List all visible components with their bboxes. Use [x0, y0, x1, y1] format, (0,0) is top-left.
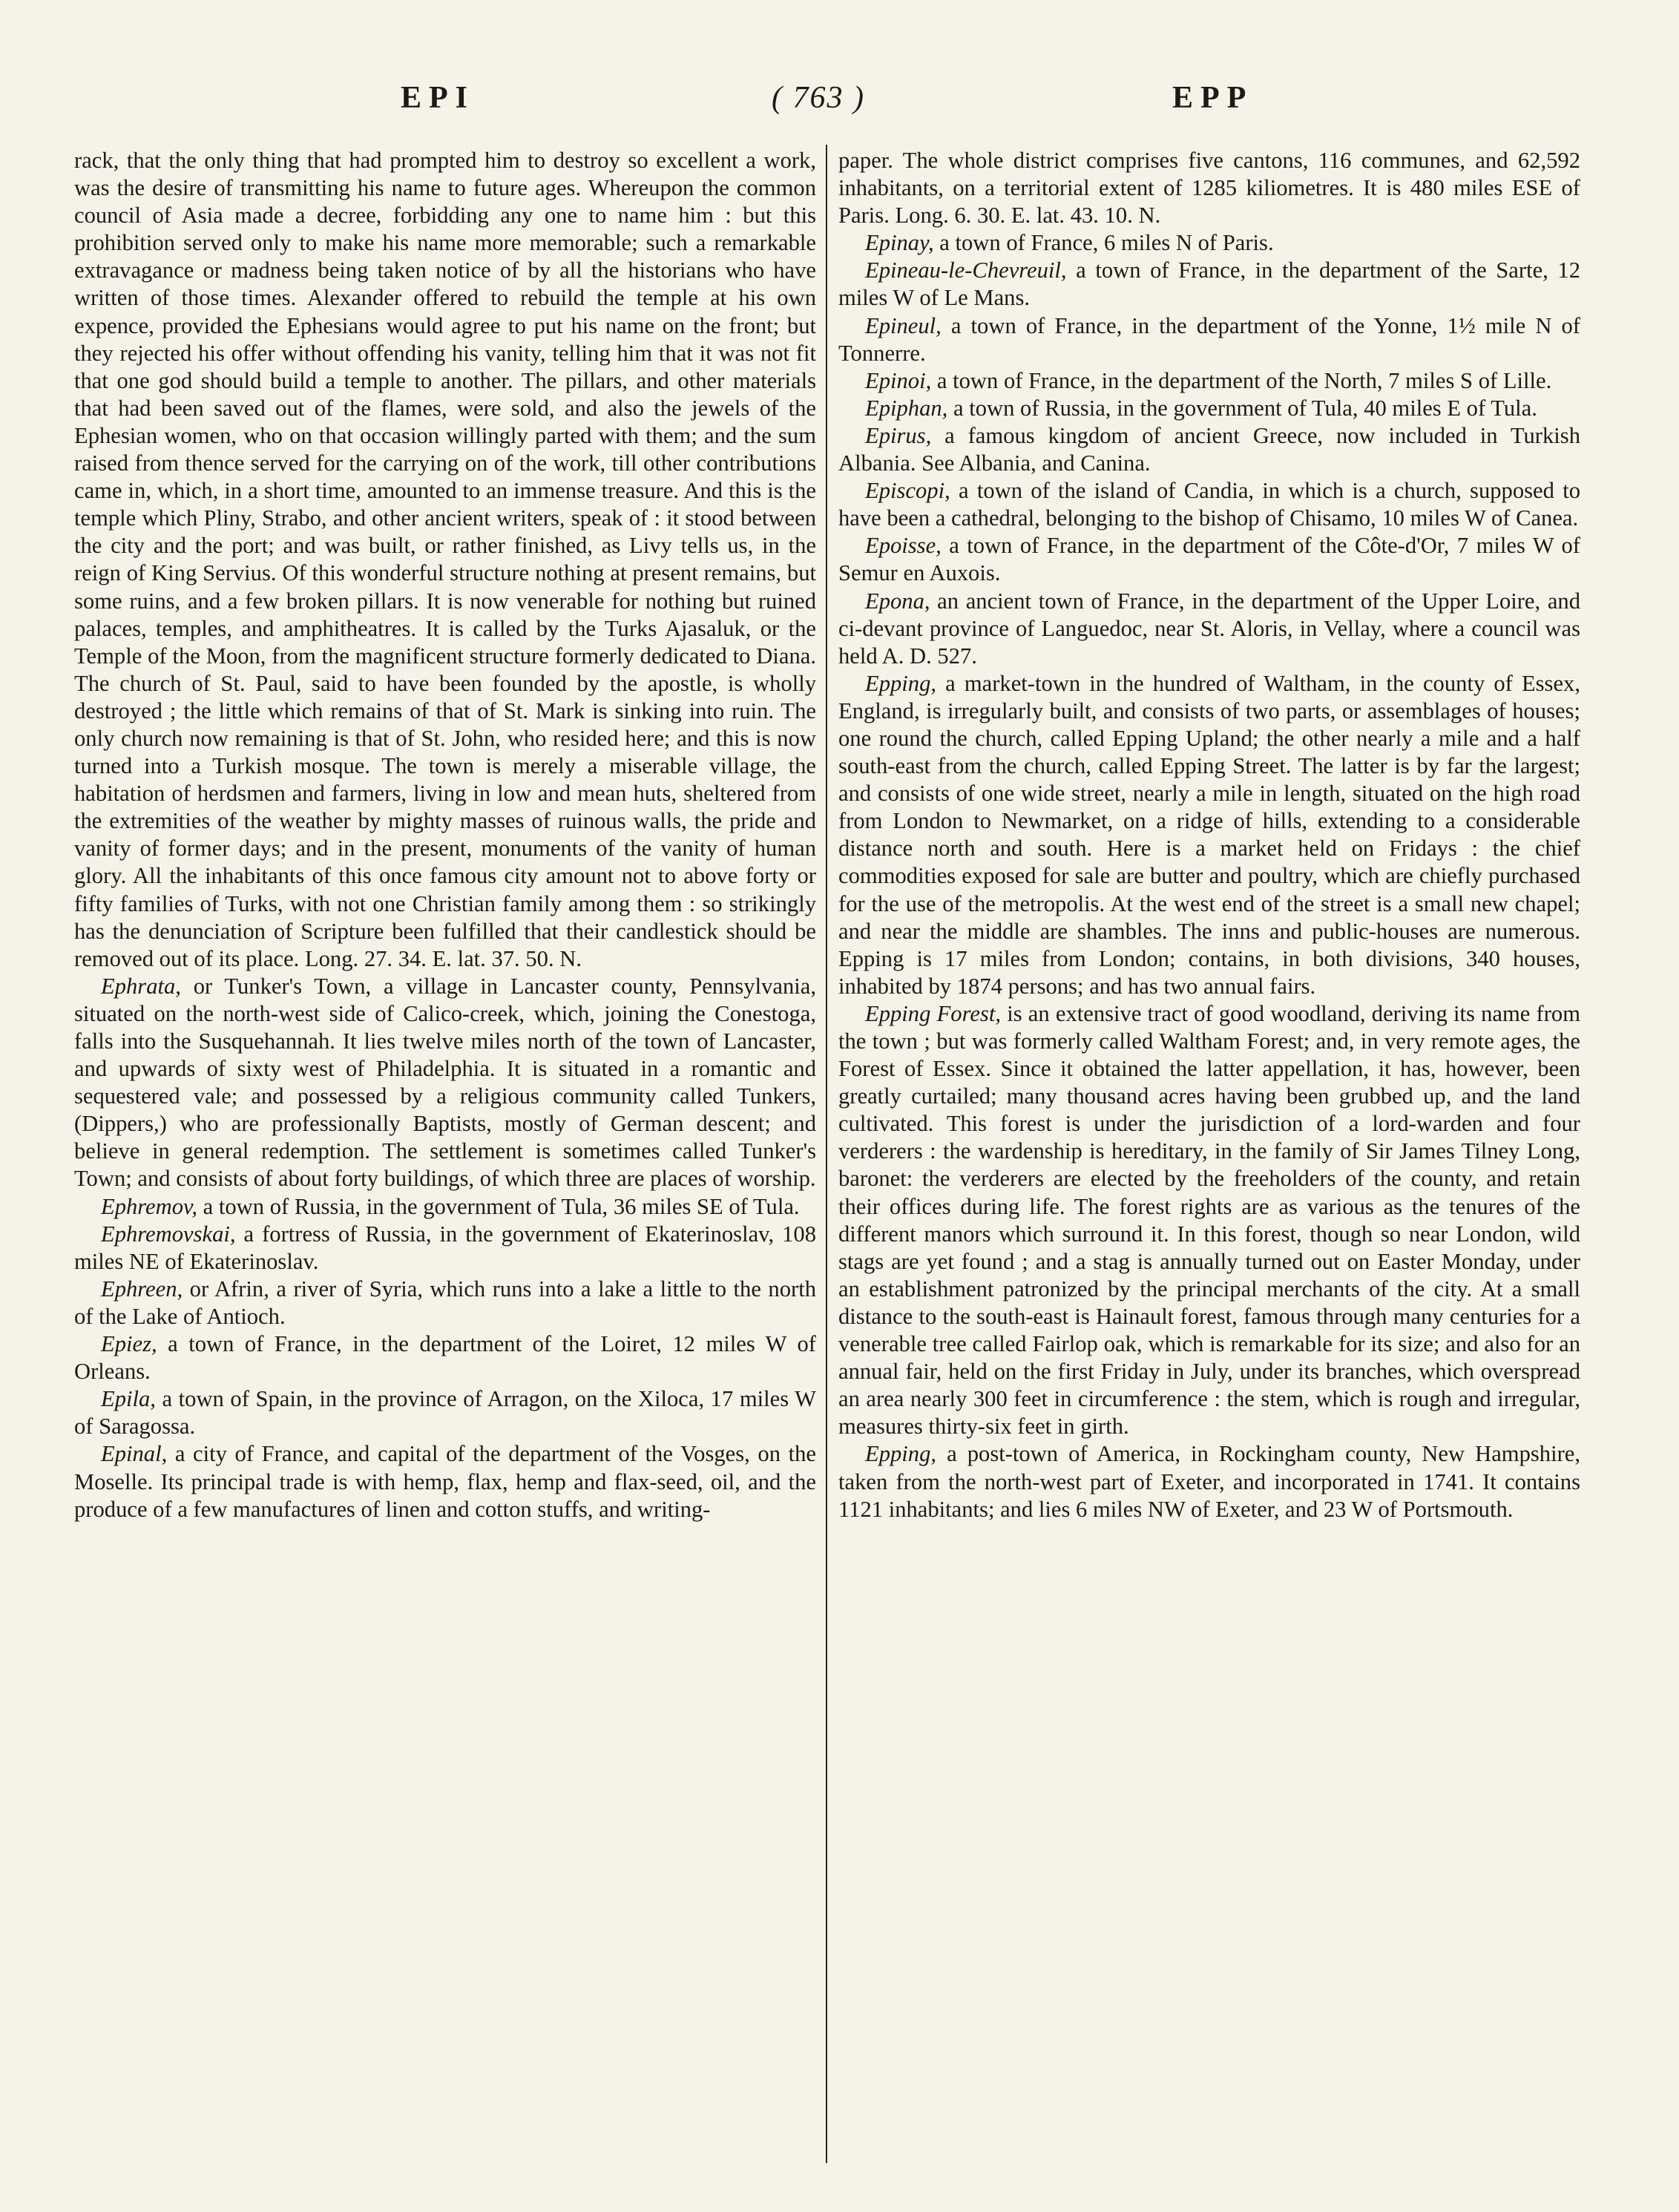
entry-headword: Epineau-le-Chevreuil,: [865, 257, 1067, 283]
right-column: [838, 147, 1580, 1523]
entry: [74, 1440, 816, 1523]
entry-text: a town of France, in the department of the Yonne, 1½ mile N of Tonnerre.: [838, 312, 1580, 366]
entry: [74, 973, 816, 1193]
entry: [74, 147, 816, 973]
entry-headword: Epila,: [101, 1386, 156, 1412]
column-divider: [826, 145, 827, 2163]
entry-headword: Epiphan,: [865, 395, 948, 421]
entry-text: or Afrin, a river of Syria, which runs into a lake a little to the north of the Lake of Antioch.: [74, 1276, 816, 1329]
entry: [838, 422, 1580, 477]
entry-headword: Epona,: [865, 588, 930, 614]
entry-text: a town of Russia, in the government of Tula, 36 miles SE of Tula.: [197, 1193, 800, 1219]
entry-text: a town of Russia, in the government of Tula, 40 miles E of Tula.: [947, 395, 1537, 421]
entry: [74, 1330, 816, 1385]
entry: [838, 395, 1580, 422]
entry-text: a town of France, in the department of the Côte-d'Or, 7 miles W of Semur en Auxois.: [838, 533, 1580, 586]
page-number: ( 763 ): [772, 81, 865, 115]
entry: [74, 1276, 816, 1330]
entry-headword: Epineul,: [865, 312, 942, 338]
entry-text: a market-town in the hundred of Waltham, in the county of Essex, England, is irregularly built, and consists of two parts, or assemblages of houses; one round the church, called Epping Upland; the other nearly a mile and a half south-east from the church, called Epping Street. The latter is by far the largest; and consists of one wide street, nearly a mile in length, situated on the high road from London to Newmarket, on a ridge of hills, extending to a considerable distance north and south. Here is a market held on Fridays : the chief commodities exposed for sale are butter and poultry, which are chiefly purchased for the use of the metropolis. At the west end of the street is a small new chapel; and near the middle are shambles. The inns and public-houses are numerous. Epping is 17 miles from London; contains, in both divisions, 340 houses, inhabited by 1874 persons; and has two annual fairs.: [838, 670, 1580, 999]
entry-headword: Ephremovskai,: [101, 1221, 236, 1247]
entry-headword: Ephremov,: [101, 1193, 197, 1219]
entry-text: a town of France, in the department of the Sarte, 12 miles W of Le Mans.: [838, 257, 1580, 311]
entry: [838, 367, 1580, 395]
entry-text: a city of France, and capital of the department of the Vosges, on the Moselle. Its principal trade is with hemp, flax, hemp and flax-seed, oil, and the produce of a few manufactures of linen and cotton stuffs, and writing-: [74, 1441, 816, 1522]
entry: [74, 1221, 816, 1276]
entry-text: a town of Spain, in the province of Arragon, on the Xiloca, 17 miles W of Saragossa.: [74, 1386, 816, 1440]
entry-text: a post-town of America, in Rockingham county, New Hampshire, taken from the north-west part of Exeter, and incorporated in 1741. It contains 1121 inhabitants; and lies 6 miles NW of Exeter, and 23 W of Portsmouth.: [838, 1441, 1580, 1522]
entry-text: a town of France, in the department of the Loiret, 12 miles W of Orleans.: [74, 1331, 816, 1385]
entry-text: a town of France, 6 miles N of Paris.: [933, 230, 1274, 256]
entry-headword: Epiez,: [101, 1331, 157, 1357]
entry: [838, 257, 1580, 312]
running-head-right: EPP: [1172, 81, 1254, 115]
entry-text: a fortress of Russia, in the government of Ekaterinoslav, 108 miles NE of Ekaterinoslav.: [74, 1221, 816, 1274]
entry-headword: Epirus,: [865, 422, 932, 448]
entry-text: or Tunker's Town, a village in Lancaster county, Pennsylvania, situated on the north-west side of Calico-creek, which, joining the Conestoga, falls into the Susquehannah. It lies twelve miles north of the town of Lancaster, and upwards of sixty west of Philadelphia. It is situated in a romantic and sequestered vale; and possessed by a religious community called Tunkers, (Dippers,) who are professionally Baptists, mostly of German descent; and believe in general redemption. The settlement is sometimes called Tunker's Town; and consists of about forty buildings, of which three are places of worship.: [74, 973, 816, 1192]
entry-text: a famous kingdom of ancient Greece, now included in Turkish Albania. See Albania, and Canina.: [838, 422, 1580, 476]
entry-text: an ancient town of France, in the department of the Upper Loire, and ci-devant province of Languedoc, near St. Aloris, in Vellay, where a council was held A. D. 527.: [838, 588, 1580, 669]
entry-headword: Epping,: [865, 670, 937, 696]
entry-headword: Ephrata,: [101, 973, 181, 999]
entry-headword: Ephreen,: [101, 1276, 183, 1302]
running-head-left: EPI: [401, 81, 476, 115]
entry: [74, 1385, 816, 1440]
entry: [74, 1193, 816, 1221]
entry-text: rack, that the only thing that had prompted him to destroy so excellent a work, was the desire of transmitting his name to future ages. Whereupon the common council of Asia made a decree, forbidding any one to name him : but this prohibition served only to make his name more memorable; such a remarkable extravagance or madness being taken notice of by all the historians who have written of those times. Alexander offered to rebuild the temple at his own expence, provided the Ephesians would agree to put his name on the front; but they rejected his offer without offending his vanity, telling him that it was not fit that one god should build a temple to another. The pillars, and other materials that had been saved out of the flames, were sold, and also the jewels of the Ephesian women, who on that occasion willingly parted with them; and the sum raised from thence served for the carrying on of the work, till other contributions came in, which, in a short time, amounted to an immense treasure. And this is the temple which Pliny, Strabo, and other ancient writers, speak of : it stood between the city and the port; and was built, or rather finished, as Livy tells us, in the reign of King Servius. Of this wonderful structure nothing at present remains, but some ruins, and a few broken pillars. It is now venerable for nothing but ruined palaces, temples, and amphitheatres. It is called by the Turks Ajasaluk, or the Temple of the Moon, from the magnificent structure formerly dedicated to Diana. The church of St. Paul, said to have been founded by the apostle, is wholly destroyed ; the little which remains of that of St. Mark is sinking into ruin. The only church now remaining is that of St. John, who resided here; and this is now turned into a Turkish mosque. The town is merely a miserable village, the habitation of herdsmen and farmers, living in low and mean huts, sheltered from the extremities of the weather by mighty masses of ruinous walls, the pride and vanity of former days; and in the present, monuments of the vanity of human glory. All the inhabitants of this once famous city amount not to above forty or fifty families of Turks, with not one Christian family among them : so strikingly has the denunciation of Scripture been fulfilled that their candlestick should be removed out of its place. Long. 27. 34. E. lat. 37. 50. N.: [74, 148, 816, 971]
entry-headword: Epping,: [865, 1441, 937, 1467]
entry-headword: Epinoi,: [865, 367, 932, 393]
entry: [838, 588, 1580, 670]
entry-text: is an extensive tract of good woodland, deriving its name from the town ; but was formerly called Waltham Forest; and, in very remote ages, the Forest of Essex. Since it obtained the latter appellation, it has, however, been greatly curtailed; many thousand acres having been grubbed up, and the land cultivated. This forest is under the jurisdiction of a lord-warden and four verderers : the wardenship is hereditary, in the family of Sir James Tilney Long, baronet: the verderers are elected by the freeholders of the county, and retain their offices during life. The forest rights are as various as the tenures of the different manors which surround it. In this forest, though so near London, wild stags are yet found ; and a stag is annually turned out on Easter Monday, under an establishment patronized by the principal merchants of the city. At a small distance to the south-east is Hainault forest, famous through many centuries for a venerable tree called Fairlop oak, which is remarkable for its size; and also for an annual fair, held on the first Friday in July, under its branches, which overspread an area nearly 300 feet in circumference : the stem, which is rough and irregular, measures thirty-six feet in girth.: [838, 1000, 1580, 1440]
entry: [838, 312, 1580, 367]
entry-headword: Epinal,: [101, 1441, 168, 1467]
entry: [838, 477, 1580, 532]
entry-headword: Epoisse,: [865, 533, 942, 559]
entry: [838, 147, 1580, 229]
left-column: [74, 147, 816, 1523]
entry: [838, 229, 1580, 257]
entry: [838, 1000, 1580, 1441]
entry-text: a town of France, in the department of the North, 7 miles S of Lille.: [931, 367, 1552, 393]
entry-headword: Episcopi,: [865, 478, 950, 504]
entry-text: paper. The whole district comprises five cantons, 116 communes, and 62,592 inhabitants, on a territorial extent of 1285 kiliometres. It is 480 miles ESE of Paris. Long. 6. 30. E. lat. 43. 10. N.: [838, 148, 1580, 229]
entry: [838, 532, 1580, 587]
page-header: [0, 80, 1679, 125]
entry: [838, 670, 1580, 1000]
entry-headword: Epinay,: [865, 230, 934, 256]
entry-headword: Epping Forest,: [865, 1000, 1001, 1026]
entry: [838, 1440, 1580, 1523]
entry-text: a town of the island of Candia, in which is a church, supposed to have been a cathedral, belonging to the bishop of Chisamo, 10 miles W of Canea.: [838, 478, 1580, 531]
